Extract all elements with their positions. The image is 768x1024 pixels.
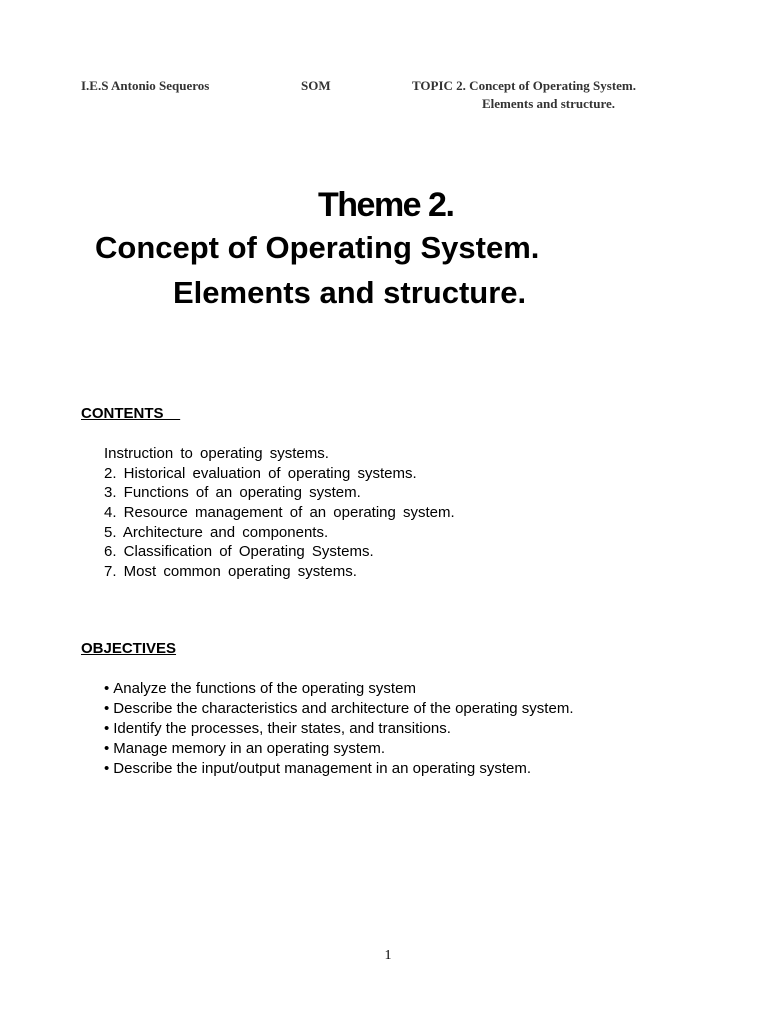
bullet-icon: • [104,680,110,697]
objective-item [104,739,573,759]
objective-text: Identify the processes, their states, and transitions. [113,720,451,737]
title-line2: Elements and structure. [173,275,527,310]
topic-title-line1: TOPIC 2. Concept of Operating System. [412,78,637,93]
contents-item: 7. Most common operating systems. [104,563,357,581]
objective-item [104,699,573,719]
bullet-icon: • [104,700,110,717]
title-line1: Concept of Operating System. [95,230,540,265]
objective-text: Describe the input/output management in an operating system. [113,760,532,777]
page-header [0,78,768,118]
bullet-icon: • [104,720,110,737]
objective-item [104,679,573,699]
contents-item: 6. Classification of Operating Systems. [104,543,374,561]
contents-item: 5. Architecture and components. [104,523,329,541]
contents-heading: CONTENTS [81,405,181,422]
bullet-icon: • [104,760,110,777]
bullet-icon: • [104,740,110,757]
contents-item: Instruction to operating systems. [104,445,329,462]
objectives-list [104,679,573,779]
theme-number: Theme 2. [318,186,454,224]
course-code: SOM [301,78,331,93]
objective-item [104,759,573,779]
objective-text: Manage memory in an operating system. [113,740,386,757]
contents-list [104,444,455,582]
page-number: 1 [384,948,392,963]
contents-item: 4. Resource management of an operating system. [104,504,455,522]
topic-title-line2: Elements and structure. [482,96,616,111]
objective-text: Analyze the functions of the operating system [113,680,416,697]
objective-text: Describe the characteristics and architecture of the operating system. [113,700,574,717]
school-name: I.E.S Antonio Sequeros [81,78,210,93]
objective-item [104,719,573,739]
objectives-heading: OBJECTIVES [81,640,177,657]
contents-item: 2. Historical evaluation of operating systems. [104,464,417,482]
contents-item: 3. Functions of an operating system. [104,484,361,502]
